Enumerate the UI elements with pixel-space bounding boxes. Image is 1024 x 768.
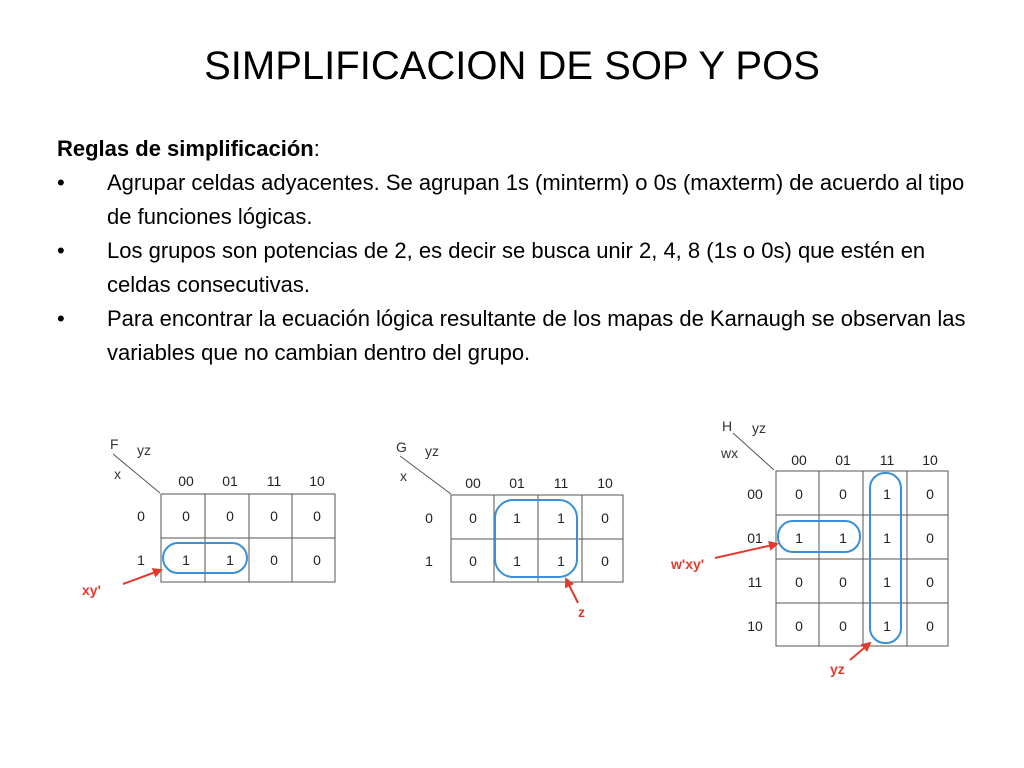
rules-heading: Reglas de simplificación [57,136,314,161]
rules-heading-colon: : [313,136,320,161]
map-h-group-column-label: yz [830,661,845,677]
map-g-cell: 1 [557,553,565,569]
map-f-cell: 0 [182,508,190,524]
rule-text: Para encontrar la ecuación lógica resultante de los mapas de Karnaugh se observan las variables que no cambian dentro del grupo. [107,306,966,365]
map-g-col-label: 11 [553,475,569,491]
map-g-diagonal [400,456,451,494]
map-f-cell: 0 [270,552,278,568]
map-g-cell: 1 [557,510,565,526]
map-h-cell: 1 [883,530,891,546]
map-h-col-label: 10 [922,452,938,468]
map-g-col-label: 10 [597,475,613,491]
map-g-row-label: 0 [425,510,433,526]
map-f-cell: 0 [313,508,321,524]
map-f-col-label: 00 [178,473,194,489]
map-h-cell: 1 [883,574,891,590]
map-g-cell: 0 [469,553,477,569]
map-h-row-label: 10 [747,618,763,634]
map-h-diagonal [733,433,774,470]
karnaugh-map-f [82,436,335,598]
map-h-cell: 1 [795,530,803,546]
map-h-cell: 0 [926,486,934,502]
map-f-row-var: x [114,466,121,482]
map-g-row-var: x [400,468,407,484]
map-h-col-var: yz [752,420,766,436]
map-f-row-label: 0 [137,508,145,524]
map-h-cell: 0 [795,618,803,634]
map-g-cell: 0 [601,510,609,526]
map-g-name: G [396,439,407,455]
map-g-col-label: 01 [509,475,525,491]
map-g-cell: 1 [513,510,521,526]
map-h-row-label: 01 [747,530,763,546]
map-h-cell: 1 [883,486,891,502]
page-title: SIMPLIFICACION DE SOP Y POS [204,44,820,88]
map-h-cell: 0 [839,486,847,502]
map-f-col-var: yz [137,442,151,458]
bullet-icon: • [57,170,65,195]
karnaugh-map-g [396,439,623,620]
map-h-name: H [722,418,733,434]
map-g-row-label: 1 [425,553,433,569]
map-f-cell: 1 [182,552,190,568]
map-h-col-label: 00 [791,452,807,468]
map-f-col-label: 10 [309,473,325,489]
map-h-cell: 0 [926,618,934,634]
map-h-cell: 1 [883,618,891,634]
map-h-row-arrow [715,544,777,558]
map-g-cell: 1 [513,553,521,569]
map-h-cell: 1 [839,530,847,546]
map-f-row-label: 1 [137,552,145,568]
bullet-icon: • [57,238,65,263]
map-g-arrow [566,579,578,603]
map-h-row-var: wx [721,445,739,461]
map-h-row-label: 00 [747,486,763,502]
map-f-cell: 1 [226,552,234,568]
map-h-cell: 0 [926,530,934,546]
map-g-cell: 0 [469,510,477,526]
map-h-group-row-label: w'xy' [671,556,705,572]
map-f-col-label: 11 [266,473,282,489]
map-g-col-label: 00 [465,475,481,491]
map-f-name: F [110,436,119,452]
map-f-cell: 0 [313,552,321,568]
map-g-group-label: z [578,604,585,620]
rule-text: Agrupar celdas adyacentes. Se agrupan 1s (minterm) o 0s (maxterm) de acuerdo al tipo de funciones lógicas. [107,170,965,229]
map-h-cell: 0 [795,486,803,502]
karnaugh-map-h [670,418,948,677]
map-f-arrow [123,570,161,584]
map-h-cell: 0 [839,574,847,590]
map-h-cell: 0 [926,574,934,590]
map-g-col-var: yz [425,443,439,459]
rule-text: Los grupos son potencias de 2, es decir se busca unir 2, 4, 8 (1s o 0s) que estén en celdas consecutivas. [107,238,926,297]
map-g-cell: 0 [601,553,609,569]
bullet-icon: • [57,306,65,331]
map-h-col-label: 11 [879,452,895,468]
map-h-row-label: 11 [747,574,763,590]
map-f-group-label: xy' [82,582,101,598]
map-f-cell: 0 [270,508,278,524]
map-h-cell: 0 [839,618,847,634]
map-f-cell: 0 [226,508,234,524]
map-f-col-label: 01 [222,473,238,489]
map-h-cell: 0 [795,574,803,590]
map-h-col-label: 01 [835,452,851,468]
